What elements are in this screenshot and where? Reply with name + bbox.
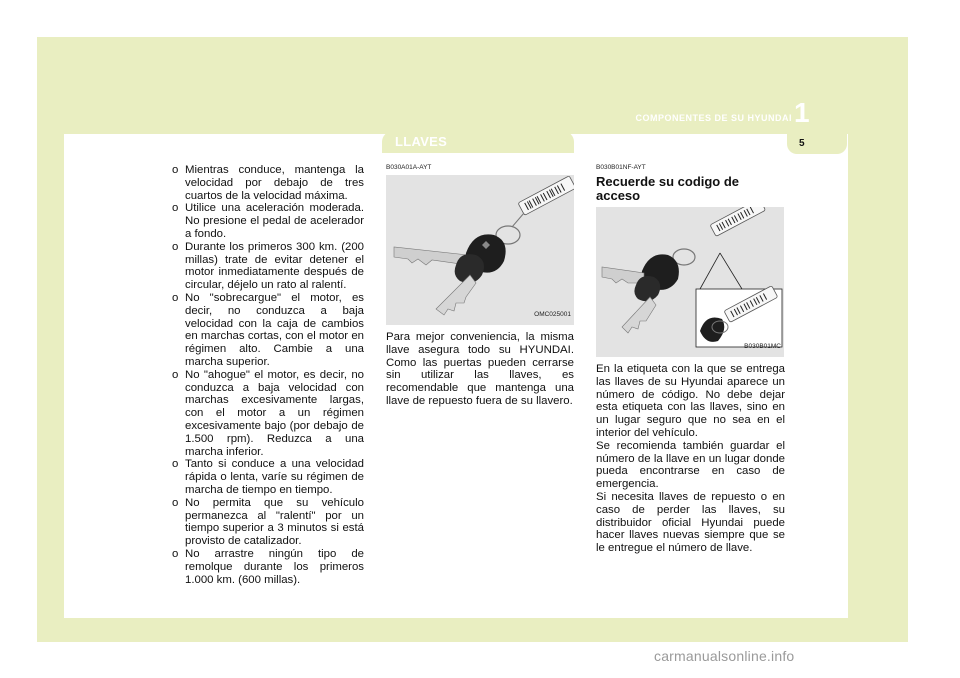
section-tab xyxy=(382,131,574,153)
keys-figure xyxy=(386,175,574,325)
key-code-paragraph-1: En la etiqueta con la que se entrega las llaves de su Hyundai aparece un número de código. No debe dejar esta etiqueta con las llaves, sino en un lugar seguro que no sea en el interior del vehículo. xyxy=(596,363,785,439)
bullet-marker: o xyxy=(172,547,179,560)
list-item: o Utilice una aceleración moderada. No presione el pedal de acelerador a fondo. xyxy=(172,202,364,240)
keys-paragraph: Para mejor conveniencia, la misma llave asegura todo su HYUNDAI. Como las puertas pueden cerrarse sin utilizar las llaves, es recomendable que mantenga una llave de repuesto fuera de su llavero. xyxy=(386,331,574,407)
section-title: LLAVES xyxy=(395,134,448,149)
page-number-tab xyxy=(787,134,847,154)
page-number: 5 xyxy=(799,138,805,149)
left-margin-band xyxy=(37,134,64,642)
watermark-text: carmanualsonline.info xyxy=(654,648,795,664)
column-key-code xyxy=(596,164,785,555)
list-item: o Mientras conduce, mantenga la velocidad por debajo de tres cuartos de la velocidad máxima. xyxy=(172,164,364,202)
key-code-paragraph-2: Se recomienda también guardar el número de la llave en un lugar donde pueda encontrarse en caso de emergencia. xyxy=(596,439,785,491)
bullet-marker: o xyxy=(172,164,179,176)
list-item: o No permita que su vehículo permanezca al "ralentí" por un tiempo superior a 3 minutos si está provisto de catalizador. xyxy=(172,496,364,548)
bullet-marker: o xyxy=(172,240,179,253)
driving-tips-list xyxy=(172,164,364,586)
car-keys-illustration xyxy=(386,175,574,325)
key-code-paragraph-3: Si necesita llaves de repuesto o en caso de perder las llaves, su distribuidor oficial Hyundai puede hacer llaves nuevas siempre que se le entregue el número de llave. xyxy=(596,490,785,555)
bullet-marker: o xyxy=(172,496,179,509)
key-tag-illustration xyxy=(596,207,784,357)
bullet-marker: o xyxy=(172,202,179,215)
footer-band xyxy=(37,618,908,642)
list-item: o Tanto si conduce a una velocidad rápida o lenta, varíe su régimen de marcha de tiempo en tiempo. xyxy=(172,458,364,496)
chapter-title: COMPONENTES DE SU HYUNDAI xyxy=(635,113,792,123)
section-heading: Recuerde su codigo de acceso xyxy=(596,174,740,203)
right-margin-band xyxy=(848,134,908,642)
key-code-figure xyxy=(596,207,784,357)
section-code: B030B01NF-AYT xyxy=(596,164,646,171)
bullet-marker: o xyxy=(172,291,179,304)
bullet-marker: o xyxy=(172,368,179,381)
list-item: o Durante los primeros 300 km. (200 millas) trate de evitar detener el motor inmediatamente después de circular, déjelo un rato al ralentí. xyxy=(172,240,364,292)
figure-label: OMC025001 xyxy=(534,311,571,319)
chapter-number: 1 xyxy=(794,97,810,128)
bullet-marker: o xyxy=(172,458,179,471)
list-item: o No arrastre ningún tipo de remolque durante los primeros 1.000 km. (600 millas). xyxy=(172,547,364,586)
figure-label: B030B01MC xyxy=(744,343,781,351)
column-driving-tips xyxy=(172,164,364,586)
list-item: o No "ahogue" el motor, es decir, no conduzca a baja velocidad con marchas excesivamente largas, con el motor a un régimen excesivamente bajo (por debajo de 1.500 rpm). Reduzca a una marcha inferior. xyxy=(172,368,364,458)
column-keys xyxy=(386,164,574,408)
section-code: B030A01A-AYT xyxy=(386,164,432,171)
list-item: o No "sobrecargue" el motor, es decir, no conduzca a baja velocidad con la caja de cambios en marchas cortas, con el motor en régimen alto. Cambie a una marcha superior. xyxy=(172,291,364,368)
